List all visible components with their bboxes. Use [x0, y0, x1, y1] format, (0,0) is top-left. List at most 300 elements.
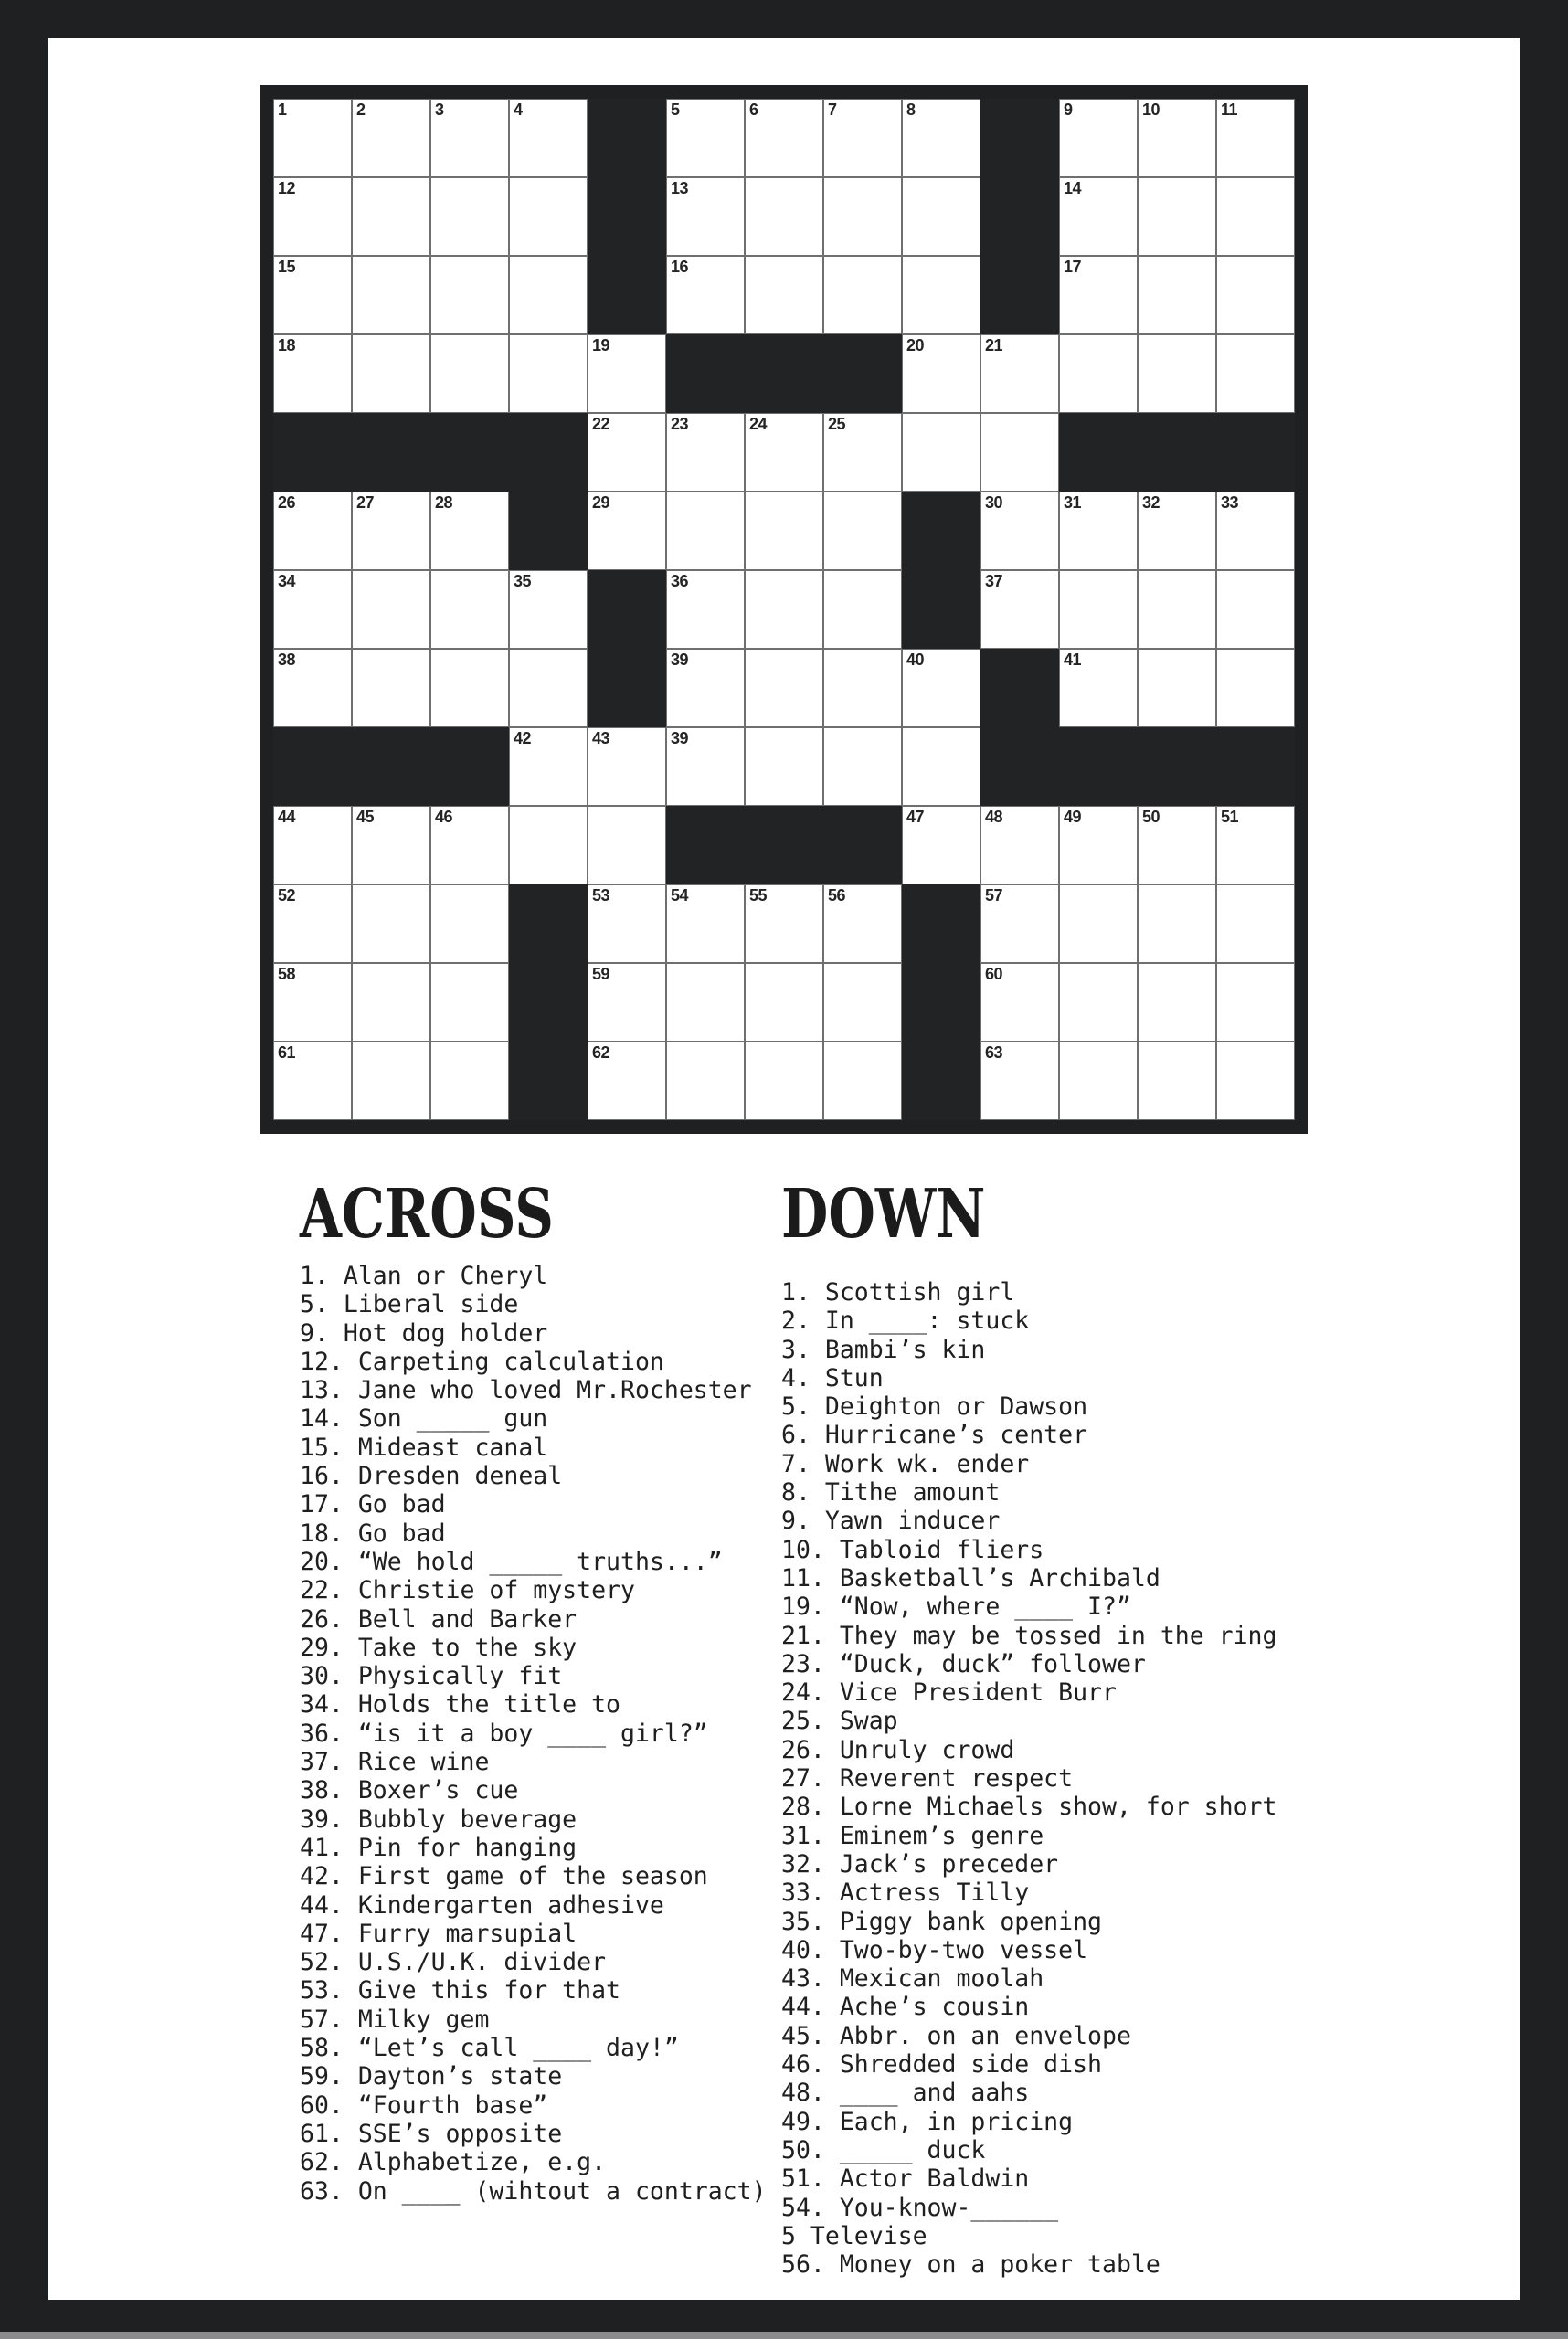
grid-cell[interactable]: [1216, 334, 1295, 413]
black-cell: [509, 884, 588, 963]
black-cell: [823, 806, 902, 884]
grid-cell[interactable]: [745, 963, 823, 1042]
down-clue: 43. Mexican moolah: [781, 1964, 1044, 1994]
down-clue: 11. Basketball’s Archibald: [781, 1563, 1160, 1593]
black-cell: [509, 963, 588, 1042]
grid-cell[interactable]: [902, 806, 980, 884]
across-clue: 34. Holds the title to: [300, 1690, 620, 1720]
across-clue: 62. Alphabetize, e.g.: [300, 2148, 607, 2177]
across-clue: 39. Bubbly beverage: [300, 1805, 577, 1834]
grid-cell[interactable]: [902, 177, 980, 256]
grid-cell[interactable]: [902, 256, 980, 334]
cell-number: 10: [1142, 101, 1160, 119]
black-cell: [666, 806, 745, 884]
cell-number: 39: [671, 729, 689, 747]
down-clue: 6. Hurricane’s center: [781, 1421, 1088, 1450]
grid-cell[interactable]: [588, 884, 666, 963]
grid-cell[interactable]: [352, 99, 430, 177]
black-cell: [1059, 727, 1138, 806]
down-clue: 26. Unruly crowd: [781, 1735, 1015, 1764]
down-clue: 28. Lorne Michaels show, for short: [781, 1793, 1277, 1822]
grid-cell[interactable]: [273, 256, 352, 334]
black-cell: [902, 963, 980, 1042]
grid-cell[interactable]: [509, 256, 588, 334]
cell-number: 21: [985, 336, 1003, 355]
grid-cell[interactable]: [588, 492, 666, 570]
cell-number: 63: [985, 1043, 1003, 1062]
grid-cell[interactable]: [1216, 963, 1295, 1042]
down-clue: 27. Reverent respect: [781, 1764, 1074, 1794]
grid-cell[interactable]: [745, 1042, 823, 1120]
grid-cell[interactable]: [980, 492, 1059, 570]
black-cell: [745, 334, 823, 413]
grid-cell[interactable]: [273, 570, 352, 649]
across-clue: 14. Son _____ gun: [300, 1404, 548, 1434]
cell-number: 4: [514, 101, 523, 119]
across-clue: 47. Furry marsupial: [300, 1919, 577, 1948]
grid-cell[interactable]: [352, 256, 430, 334]
grid-cell[interactable]: [980, 1042, 1059, 1120]
cell-number: 60: [985, 965, 1003, 983]
cell-number: 62: [592, 1043, 610, 1062]
grid-cell[interactable]: [745, 492, 823, 570]
grid-cell[interactable]: [1059, 806, 1138, 884]
grid-cell[interactable]: [1059, 963, 1138, 1042]
black-cell: [1138, 413, 1216, 492]
grid-cell[interactable]: [430, 1042, 509, 1120]
grid-cell[interactable]: [823, 492, 902, 570]
grid-cell[interactable]: [588, 727, 666, 806]
cell-number: 43: [592, 729, 610, 747]
across-clue: 52. U.S./U.K. divider: [300, 1948, 607, 1977]
across-clue-list: [300, 1262, 767, 2206]
grid-cell[interactable]: [509, 334, 588, 413]
cell-number: 36: [671, 572, 689, 590]
black-cell: [980, 727, 1059, 806]
grid-cell[interactable]: [1138, 1042, 1216, 1120]
grid-cell[interactable]: [1216, 649, 1295, 727]
down-clue: 50. _____ duck: [781, 2135, 986, 2164]
down-clue: 8. Tithe amount: [781, 1478, 1001, 1508]
grid-cell[interactable]: [1216, 177, 1295, 256]
cell-number: 27: [356, 493, 375, 512]
grid-cell[interactable]: [1216, 1042, 1295, 1120]
cell-number: 20: [906, 336, 925, 355]
cell-number: 1: [278, 101, 287, 119]
across-clue: 13. Jane who loved Mr.Rochester: [300, 1376, 752, 1405]
grid-cell[interactable]: [823, 649, 902, 727]
grid-cell[interactable]: [430, 649, 509, 727]
grid-cell[interactable]: [666, 649, 745, 727]
cell-number: 12: [278, 179, 296, 197]
grid-cell[interactable]: [902, 334, 980, 413]
down-clue: 7. Work wk. ender: [781, 1449, 1030, 1478]
grid-cell[interactable]: [273, 806, 352, 884]
down-clue: 9. Yawn inducer: [781, 1507, 1001, 1536]
cell-number: 3: [435, 101, 444, 119]
cell-number: 40: [906, 651, 925, 669]
cell-number: 33: [1221, 493, 1239, 512]
grid-cell[interactable]: [1138, 256, 1216, 334]
grid-cell[interactable]: [430, 884, 509, 963]
grid-cell[interactable]: [430, 334, 509, 413]
cell-number: 61: [278, 1043, 296, 1062]
cell-number: 50: [1142, 808, 1160, 826]
cell-number: 56: [828, 886, 846, 905]
down-clue: 51. Actor Baldwin: [781, 2164, 1030, 2194]
down-clue: 48. ____ and aahs: [781, 2079, 1030, 2108]
black-cell: [430, 727, 509, 806]
cell-number: 8: [906, 101, 916, 119]
grid-cell[interactable]: [666, 99, 745, 177]
black-cell: [430, 413, 509, 492]
down-clue: 23. “Duck, duck” follower: [781, 1649, 1146, 1678]
grid-cell[interactable]: [1059, 570, 1138, 649]
grid-cell[interactable]: [1216, 884, 1295, 963]
across-clue: 63. On ____ (wihtout a contract): [300, 2176, 767, 2206]
cell-number: 25: [828, 415, 846, 433]
grid-cell[interactable]: [352, 649, 430, 727]
across-clue: 37. Rice wine: [300, 1748, 490, 1777]
cell-number: 48: [985, 808, 1003, 826]
across-clue: 61. SSE’s opposite: [300, 2119, 563, 2148]
grid-cell[interactable]: [352, 1042, 430, 1120]
black-cell: [509, 413, 588, 492]
cell-number: 32: [1142, 493, 1160, 512]
grid-cell[interactable]: [666, 884, 745, 963]
across-clue: 20. “We hold _____ truths...”: [300, 1547, 723, 1576]
grid-cell[interactable]: [430, 177, 509, 256]
cell-number: 35: [514, 572, 532, 590]
across-clue: 58. “Let’s call ____ day!”: [300, 2034, 679, 2063]
cell-number: 38: [278, 651, 296, 669]
black-cell: [588, 570, 666, 649]
down-clue: 21. They may be tossed in the ring: [781, 1621, 1277, 1650]
cell-number: 53: [592, 886, 610, 905]
across-clue: 17. Go bad: [300, 1490, 446, 1519]
grid-cell[interactable]: [352, 884, 430, 963]
down-clue-list: [781, 1278, 1277, 2279]
cell-number: 46: [435, 808, 453, 826]
cell-number: 23: [671, 415, 689, 433]
grid-cell[interactable]: [430, 99, 509, 177]
across-clue: 15. Mideast canal: [300, 1433, 548, 1462]
grid-cell[interactable]: [823, 884, 902, 963]
scan-edge-strip: [0, 2332, 1568, 2339]
down-clue: 24. Vice President Burr: [781, 1678, 1117, 1708]
cell-number: 57: [985, 886, 1003, 905]
grid-cell[interactable]: [980, 413, 1059, 492]
down-clue: 2. In ____: stuck: [781, 1307, 1030, 1336]
grid-cell[interactable]: [666, 570, 745, 649]
grid-cell[interactable]: [352, 177, 430, 256]
cell-number: 51: [1221, 808, 1239, 826]
grid-cell[interactable]: [902, 727, 980, 806]
black-cell: [902, 492, 980, 570]
grid-cell[interactable]: [1138, 963, 1216, 1042]
grid-cell[interactable]: [1138, 570, 1216, 649]
puzzle-page: [48, 38, 1520, 2300]
grid-cell[interactable]: [588, 334, 666, 413]
across-clue: 1. Alan or Cheryl: [300, 1262, 548, 1290]
down-clue: 49. Each, in pricing: [781, 2107, 1074, 2136]
grid-cell[interactable]: [745, 649, 823, 727]
grid-cell[interactable]: [823, 413, 902, 492]
grid-cell[interactable]: [1059, 884, 1138, 963]
grid-cell[interactable]: [273, 492, 352, 570]
cell-number: 28: [435, 493, 453, 512]
grid-cell[interactable]: [588, 1042, 666, 1120]
black-cell: [352, 727, 430, 806]
grid-cell[interactable]: [1059, 177, 1138, 256]
grid-cell[interactable]: [980, 334, 1059, 413]
grid-cell[interactable]: [745, 727, 823, 806]
across-clue: 22. Christie of mystery: [300, 1576, 635, 1605]
across-clue: 59. Dayton’s state: [300, 2062, 563, 2091]
across-clue: 57. Milky gem: [300, 2005, 490, 2034]
grid-cell[interactable]: [745, 99, 823, 177]
across-heading: ACROSS: [300, 1175, 555, 1254]
across-clue: 26. Bell and Barker: [300, 1604, 577, 1634]
cell-number: 37: [985, 572, 1003, 590]
grid-cell[interactable]: [1216, 570, 1295, 649]
black-cell: [1216, 413, 1295, 492]
across-clue: 29. Take to the sky: [300, 1633, 577, 1662]
across-clue: 38. Boxer’s cue: [300, 1776, 519, 1805]
grid-cell[interactable]: [273, 177, 352, 256]
black-cell: [745, 806, 823, 884]
grid-cell[interactable]: [430, 570, 509, 649]
grid-cell[interactable]: [823, 1042, 902, 1120]
crossword-grid: [273, 99, 1295, 1120]
down-clue: 25. Swap: [781, 1707, 898, 1736]
grid-cell[interactable]: [588, 413, 666, 492]
grid-cell[interactable]: [745, 177, 823, 256]
cell-number: 52: [278, 886, 296, 905]
cell-number: 13: [671, 179, 689, 197]
across-clue: 16. Dresden deneal: [300, 1462, 563, 1491]
across-clue: 53. Give this for that: [300, 1976, 620, 2006]
grid-cell[interactable]: [1216, 492, 1295, 570]
grid-cell[interactable]: [1059, 492, 1138, 570]
grid-cell[interactable]: [1138, 806, 1216, 884]
down-clue: 45. Abbr. on an envelope: [781, 2021, 1131, 2050]
grid-cell[interactable]: [980, 963, 1059, 1042]
black-cell: [902, 1042, 980, 1120]
grid-cell[interactable]: [745, 413, 823, 492]
grid-cell[interactable]: [823, 570, 902, 649]
grid-cell[interactable]: [1216, 99, 1295, 177]
across-clue: 44. Kindergarten adhesive: [300, 1890, 664, 1920]
grid-cell[interactable]: [1059, 99, 1138, 177]
grid-cell[interactable]: [666, 177, 745, 256]
grid-cell[interactable]: [1059, 334, 1138, 413]
down-clue: 10. Tabloid fliers: [781, 1535, 1044, 1564]
grid-cell[interactable]: [666, 963, 745, 1042]
black-cell: [588, 177, 666, 256]
grid-cell[interactable]: [588, 963, 666, 1042]
cell-number: 15: [278, 258, 296, 276]
grid-cell[interactable]: [273, 1042, 352, 1120]
grid-cell[interactable]: [1138, 177, 1216, 256]
grid-cell[interactable]: [902, 649, 980, 727]
cell-number: 34: [278, 572, 296, 590]
grid-cell[interactable]: [273, 99, 352, 177]
grid-cell[interactable]: [666, 492, 745, 570]
down-clue: 19. “Now, where ____ I?”: [781, 1593, 1131, 1622]
black-cell: [588, 256, 666, 334]
down-clue: 4. Stun: [781, 1363, 884, 1392]
grid-cell[interactable]: [588, 806, 666, 884]
cell-number: 55: [749, 886, 768, 905]
black-cell: [588, 99, 666, 177]
grid-cell[interactable]: [1138, 884, 1216, 963]
cell-number: 11: [1221, 101, 1238, 119]
down-clue: 35. Piggy bank opening: [781, 1907, 1102, 1936]
grid-cell[interactable]: [352, 334, 430, 413]
grid-cell[interactable]: [352, 492, 430, 570]
grid-cell[interactable]: [1138, 649, 1216, 727]
grid-cell[interactable]: [1059, 1042, 1138, 1120]
grid-cell[interactable]: [1138, 99, 1216, 177]
cell-number: 14: [1064, 179, 1082, 197]
grid-cell[interactable]: [1059, 256, 1138, 334]
grid-cell[interactable]: [1216, 806, 1295, 884]
grid-cell[interactable]: [430, 963, 509, 1042]
grid-cell[interactable]: [823, 963, 902, 1042]
down-heading: DOWN: [781, 1175, 986, 1254]
cell-number: 17: [1064, 258, 1082, 276]
cell-number: 6: [749, 101, 758, 119]
down-clue: 32. Jack’s preceder: [781, 1849, 1059, 1879]
grid-cell[interactable]: [823, 99, 902, 177]
black-cell: [273, 727, 352, 806]
across-clue: 9. Hot dog holder: [300, 1318, 548, 1348]
cell-number: 24: [749, 415, 768, 433]
down-clue: 56. Money on a poker table: [781, 2250, 1160, 2280]
grid-cell[interactable]: [666, 256, 745, 334]
grid-cell[interactable]: [352, 963, 430, 1042]
cell-number: 31: [1064, 493, 1082, 512]
cell-number: 9: [1064, 101, 1073, 119]
black-cell: [980, 649, 1059, 727]
grid-cell[interactable]: [823, 256, 902, 334]
down-clue: 3. Bambi’s kin: [781, 1335, 986, 1364]
cell-number: 54: [671, 886, 689, 905]
black-cell: [666, 334, 745, 413]
cell-number: 45: [356, 808, 375, 826]
black-cell: [823, 334, 902, 413]
cell-number: 39: [671, 651, 689, 669]
black-cell: [509, 1042, 588, 1120]
black-cell: [588, 649, 666, 727]
black-cell: [980, 177, 1059, 256]
across-clue: 41. Pin for hanging: [300, 1833, 577, 1862]
grid-cell[interactable]: [980, 570, 1059, 649]
grid-cell[interactable]: [509, 177, 588, 256]
cell-number: 16: [671, 258, 689, 276]
cell-number: 47: [906, 808, 925, 826]
grid-cell[interactable]: [1138, 334, 1216, 413]
grid-cell[interactable]: [666, 727, 745, 806]
black-cell: [980, 256, 1059, 334]
down-clue: 1. Scottish girl: [781, 1278, 1015, 1307]
black-cell: [902, 570, 980, 649]
grid-cell[interactable]: [745, 884, 823, 963]
black-cell: [902, 884, 980, 963]
cell-number: 22: [592, 415, 610, 433]
grid-cell[interactable]: [823, 727, 902, 806]
grid-cell[interactable]: [745, 256, 823, 334]
cell-number: 7: [828, 101, 837, 119]
black-cell: [1216, 727, 1295, 806]
grid-cell[interactable]: [1138, 492, 1216, 570]
grid-cell[interactable]: [509, 727, 588, 806]
grid-cell[interactable]: [509, 570, 588, 649]
grid-cell[interactable]: [1216, 256, 1295, 334]
cell-number: 26: [278, 493, 296, 512]
grid-cell[interactable]: [352, 806, 430, 884]
grid-cell[interactable]: [666, 1042, 745, 1120]
grid-cell[interactable]: [430, 806, 509, 884]
grid-cell[interactable]: [823, 177, 902, 256]
grid-cell[interactable]: [902, 99, 980, 177]
grid-cell[interactable]: [273, 334, 352, 413]
grid-cell[interactable]: [745, 570, 823, 649]
grid-cell[interactable]: [273, 884, 352, 963]
grid-cell[interactable]: [980, 806, 1059, 884]
grid-cell[interactable]: [430, 492, 509, 570]
across-clue: 18. Go bad: [300, 1519, 446, 1548]
across-clue: 36. “is it a boy ____ girl?”: [300, 1719, 708, 1748]
grid-cell[interactable]: [509, 806, 588, 884]
down-clue: 33. Actress Tilly: [781, 1879, 1030, 1908]
grid-cell[interactable]: [1059, 649, 1138, 727]
down-clue: 40. Two-by-two vessel: [781, 1935, 1088, 1964]
grid-cell[interactable]: [980, 884, 1059, 963]
cell-number: 59: [592, 965, 610, 983]
grid-cell[interactable]: [273, 649, 352, 727]
across-clue: 60. “Fourth base”: [300, 2090, 548, 2120]
cell-number: 5: [671, 101, 680, 119]
grid-cell[interactable]: [509, 99, 588, 177]
cell-number: 44: [278, 808, 296, 826]
grid-cell[interactable]: [666, 413, 745, 492]
cell-number: 49: [1064, 808, 1082, 826]
cell-number: 42: [514, 729, 532, 747]
cell-number: 19: [592, 336, 610, 355]
crossword-grid-frame: [260, 85, 1308, 1134]
down-clue: 54. You-know-______: [781, 2193, 1059, 2222]
down-clue: 44. Ache’s cousin: [781, 1993, 1030, 2022]
grid-cell[interactable]: [509, 649, 588, 727]
down-clue: 46. Shredded side dish: [781, 2050, 1102, 2080]
grid-cell[interactable]: [352, 570, 430, 649]
across-clue: 5. Liberal side: [300, 1290, 519, 1319]
black-cell: [509, 492, 588, 570]
across-clue: 30. Physically fit: [300, 1662, 563, 1691]
grid-cell[interactable]: [273, 963, 352, 1042]
black-cell: [273, 413, 352, 492]
cell-number: 41: [1064, 651, 1082, 669]
grid-cell[interactable]: [902, 413, 980, 492]
cell-number: 58: [278, 965, 296, 983]
across-clue: 12. Carpeting calculation: [300, 1347, 664, 1376]
black-cell: [1138, 727, 1216, 806]
grid-cell[interactable]: [430, 256, 509, 334]
black-cell: [1059, 413, 1138, 492]
down-clue: 31. Eminem’s genre: [781, 1821, 1044, 1850]
